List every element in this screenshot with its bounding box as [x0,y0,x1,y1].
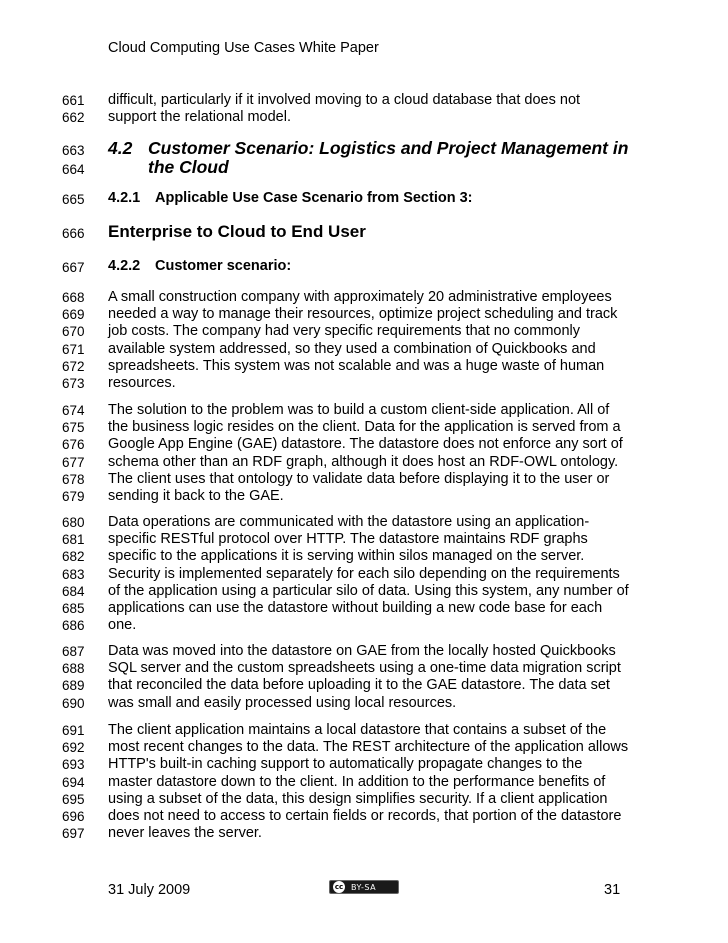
text-line: HTTP's built-in caching support to automatically propagate changes to the [108,756,583,773]
text-line: available system addressed, so they used a combination of Quickbooks and [108,340,596,357]
line-numbers-p1 [62,289,85,392]
license-label: BY-SA [351,882,377,892]
line-number: 671 [62,341,85,357]
text-line: Data was moved into the datastore on GAE from the locally hosted Quickbooks [108,643,616,659]
text-line: the business logic resides on the client. Data for the application is served from a [108,419,621,436]
line-number: 677 [62,454,85,470]
line-number: 682 [62,549,85,565]
text-line: The client uses that ontology to validate data before displaying it to the user or [108,470,610,487]
line-numbers-p2 [62,402,85,505]
section-heading-4-2 [108,139,648,177]
text-line: support the relational model. [108,109,291,126]
line-number: 668 [62,290,85,305]
text-line: specific RESTful protocol over HTTP. The datastore maintains RDF graphs [108,531,588,548]
line-number: 676 [62,437,85,453]
line-numbers-4-2 [62,141,85,179]
text-line: spreadsheets. This system was not scalable and was a huge waste of human [108,357,605,374]
text-line: does not need to access to certain fields or records, that portion of the datastore [108,807,622,824]
scenario-heading: Enterprise to Cloud to End User [108,222,366,241]
section-heading-4-2-2 [108,258,291,274]
line-number: 670 [62,324,85,340]
line-number: 688 [62,661,85,677]
line-number: 662 [62,110,85,126]
text-line: never leaves the server. [108,825,262,842]
text-line: Data operations are communicated with the datastore using an application- [108,514,590,530]
line-number: 672 [62,358,85,374]
line-number: 663 [62,143,85,158]
line-numbers-p5 [62,722,85,842]
line-number: 678 [62,471,85,487]
text-line: using a subset of the data, this design simplifies security. If a client application [108,790,608,807]
line-number: 692 [62,740,85,756]
section-title-line2: the Cloud [148,157,229,177]
text-line: one. [108,617,137,634]
section-title: Customer scenario: [155,258,292,274]
line-number: 666 [62,226,85,241]
line-number: 664 [62,162,85,177]
footer-date: 31 July 2009 [108,882,191,898]
line-numbers-p3 [62,514,85,634]
line-number: 684 [62,583,85,599]
text-line: The solution to the problem was to build a custom client-side application. All of [108,402,610,418]
text-line: master datastore down to the client. In addition to the performance benefits of [108,773,606,790]
section-title: Applicable Use Case Scenario from Section 3: [155,190,473,206]
line-number: 674 [62,403,85,418]
line-number: 687 [62,644,85,659]
section-title-line1: Customer Scenario: Logistics and Project Management in [148,138,629,158]
text-line: applications can use the datastore without building a new code base for each [108,599,603,616]
text-line: needed a way to manage their resources, optimize project scheduling and track [108,306,618,323]
line-number: 693 [62,757,85,773]
line-number: 683 [62,566,85,582]
text-line: A small construction company with approximately 20 administrative employees [108,289,612,305]
line-number: 681 [62,532,85,548]
line-numbers-p4 [62,643,85,712]
paragraph-4 [108,643,628,712]
line-numbers-intro [62,92,85,126]
line-number: 679 [62,488,85,504]
text-line: Google App Engine (GAE) datastore. The datastore does not enforce any sort of [108,436,623,453]
cc-license-badge[interactable] [329,880,399,894]
line-number: 685 [62,600,85,616]
text-line: schema other than an RDF graph, although it does host an RDF-OWL ontology. [108,453,619,470]
line-number: 673 [62,375,85,391]
text-line: sending it back to the GAE. [108,487,284,504]
text-line: difficult, particularly if it involved moving to a cloud database that does not [108,92,581,108]
section-number: 4.2.2 [108,258,141,274]
paragraph-5 [108,722,628,842]
text-line: job costs. The company had very specific requirements that no commonly [108,323,581,340]
text-line: specific to the applications it is serving within silos managed on the server. [108,548,585,565]
line-number: 696 [62,808,85,824]
intro-paragraph [108,92,628,126]
line-number: 690 [62,695,85,711]
text-line: most recent changes to the data. The REST architecture of the application allows [108,739,629,756]
page-number: 31 [604,882,621,898]
line-number: 691 [62,723,85,738]
line-number: 689 [62,678,85,694]
creative-commons-icon: cc [334,883,344,891]
text-line: resources. [108,374,176,391]
line-number: 665 [62,192,85,207]
paragraph-2 [108,402,628,505]
section-heading-4-2-1 [108,190,473,206]
line-number: 697 [62,826,85,842]
running-header: Cloud Computing Use Cases White Paper [108,40,379,56]
text-line: of the application using a particular silo of data. Using this system, any number of [108,582,629,599]
line-number: 695 [62,791,85,807]
paragraph-1 [108,289,628,392]
line-number: 667 [62,260,85,275]
text-line: The client application maintains a local datastore that contains a subset of the [108,722,607,738]
line-number: 661 [62,93,85,108]
text-line: SQL server and the custom spreadsheets using a one-time data migration script [108,660,621,677]
line-number: 694 [62,774,85,790]
line-number: 669 [62,307,85,323]
line-number: 675 [62,420,85,436]
paragraph-3 [108,514,628,634]
text-line: Security is implemented separately for each silo depending on the requirements [108,565,620,582]
line-number: 680 [62,515,85,530]
text-line: was small and easily processed using local resources. [108,694,457,711]
section-number: 4.2 [108,138,133,158]
text-line: that reconciled the data before uploading it to the GAE datastore. The data set [108,677,610,694]
section-number: 4.2.1 [108,190,141,206]
line-number: 686 [62,618,85,634]
